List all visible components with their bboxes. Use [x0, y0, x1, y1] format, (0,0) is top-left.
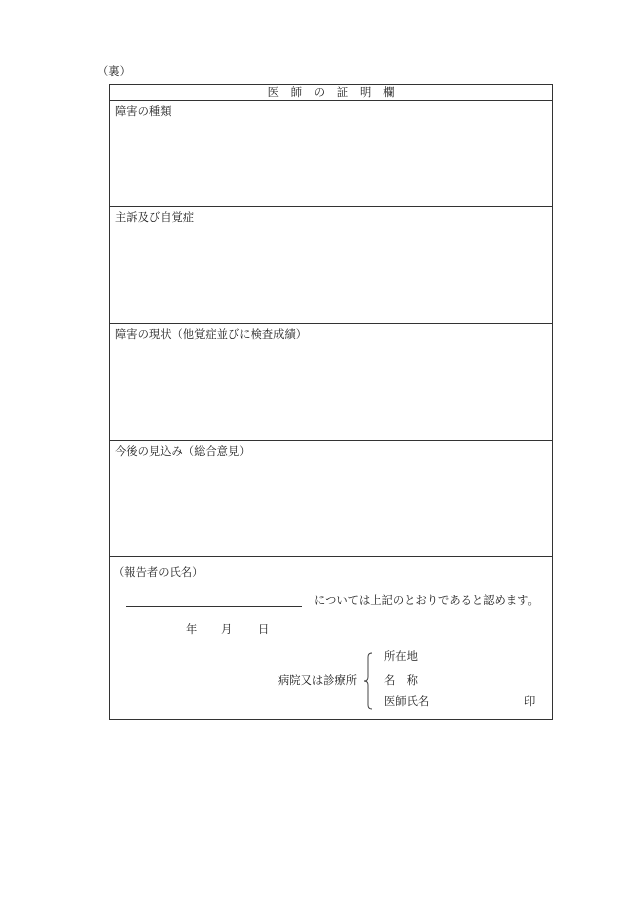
institution-name-label: 名 称	[384, 674, 418, 687]
table-header	[110, 85, 552, 100]
date-day-label: 日	[258, 623, 270, 636]
section-label-disability-type: 障害の種類	[115, 105, 172, 118]
section-reporter	[110, 556, 552, 719]
doctor-name-label: 医師氏名	[384, 695, 430, 708]
seal-label: 印	[524, 695, 536, 708]
curly-brace-icon	[363, 652, 373, 710]
section-label-chief-complaint: 主訴及び自覚症	[115, 211, 195, 224]
date-year-label: 年	[186, 623, 198, 636]
patient-name-line	[126, 606, 302, 607]
doctor-certificate-table	[109, 84, 553, 720]
address-label: 所在地	[384, 650, 418, 663]
back-side-label: （裏）	[97, 65, 131, 78]
section-label-prognosis: 今後の見込み（総合意見）	[115, 445, 251, 458]
form-title: 医師の証明欄	[267, 86, 407, 99]
certification-text: については上記のとおりであると認めます。	[314, 594, 539, 607]
institution-label: 病院又は診療所	[278, 674, 358, 687]
reporter-label: （報告者の氏名）	[113, 566, 204, 579]
section-prognosis	[110, 440, 552, 556]
section-label-current-condition: 障害の現状（他覚症並びに検査成績）	[115, 328, 308, 341]
section-disability-type	[110, 100, 552, 206]
section-current-condition	[110, 323, 552, 440]
date-month-label: 月	[221, 623, 233, 636]
section-chief-complaint	[110, 206, 552, 323]
